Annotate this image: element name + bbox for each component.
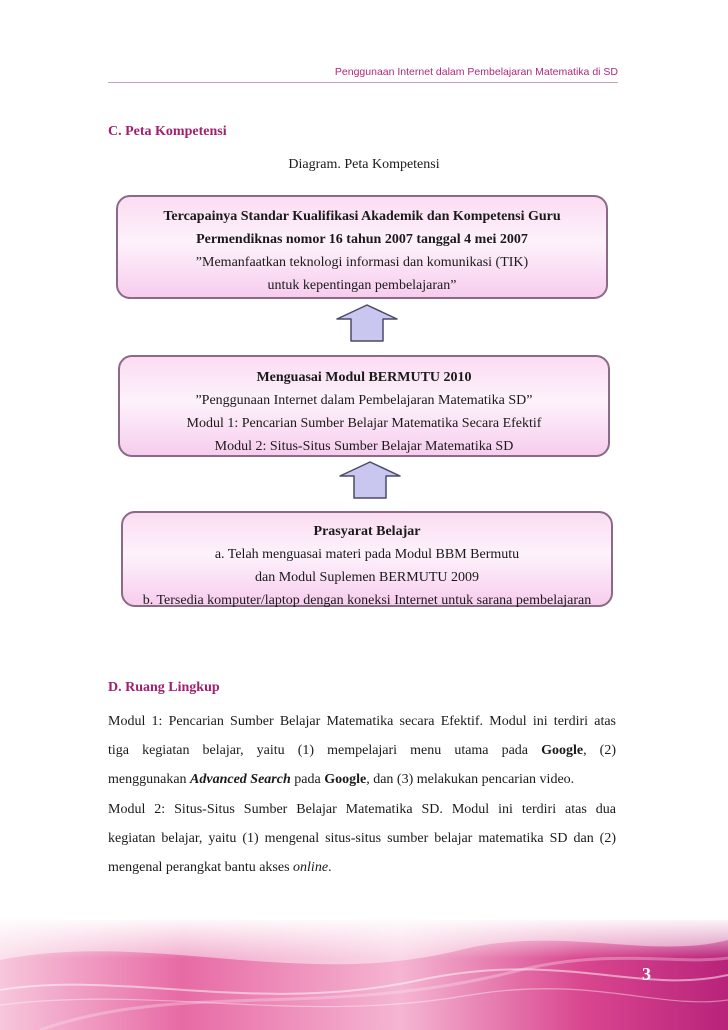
diagram-caption: Diagram. Peta Kompetensi [288,157,440,172]
page-number: 3 [642,964,651,984]
paragraph-line: tiga kegiatan belajar, yaitu (1) mempelajari menu utama pada Google, (2) [108,743,616,758]
paragraph-module-1 [108,707,616,794]
goal-line-2: Permendiknas nomor 16 tahun 2007 tanggal 4 mei 2007 [196,232,528,247]
prerequisite-title: Prasyarat Belajar [313,524,421,539]
paragraph-line: Modul 2: Situs-Situs Sumber Belajar Matematika SD. Modul ini terdiri atas dua [108,802,616,817]
module-mastery-box [118,355,610,457]
module-line-2: ”Penggunaan Internet dalam Pembelajaran Matematika SD” [195,393,533,408]
up-arrow-icon [335,303,399,343]
paragraph-line: kegiatan belajar, yaitu (1) mengenal situs-situs sumber belajar matematika SD dan (2) [108,831,616,846]
goal-line-1: Tercapainya Standar Kualifikasi Akademik dan Kompetensi Guru [163,209,561,224]
goal-line-4: untuk kepentingan pembelajaran” [267,278,457,293]
up-arrow-icon [338,460,402,500]
module-line-4: Modul 2: Situs-Situs Sumber Belajar Matematika SD [214,439,514,454]
footer-decoration [0,920,728,1030]
prerequisite-item-a-cont: dan Modul Suplemen BERMUTU 2009 [255,570,479,585]
google-emphasis: Google [541,743,584,758]
paragraph-line: mengenal perangkat bantu akses online. [108,860,332,875]
competency-goal-box [116,195,608,299]
paragraph-module-2 [108,795,616,882]
google-emphasis: Google [324,772,367,787]
paragraph-line: menggunakan Advanced Search pada Google, dan (3) melakukan pencarian video. [108,772,575,787]
running-header: Penggunaan Internet dalam Pembelajaran Matematika di SD [334,66,618,78]
section-heading-ruang-lingkup: D. Ruang Lingkup [108,680,220,695]
online-emphasis: online [293,860,329,875]
header-divider [108,82,618,83]
prerequisite-item-b: b. Tersedia komputer/laptop dengan koneksi Internet untuk sarana pembelajaran [142,593,592,608]
module-line-3: Modul 1: Pencarian Sumber Belajar Matematika Secara Efektif [186,416,542,431]
module-line-1: Menguasai Modul BERMUTU 2010 [256,370,472,385]
paragraph-line: Modul 1: Pencarian Sumber Belajar Matematika secara Efektif. Modul ini terdiri atas [108,714,616,729]
section-heading-peta-kompetensi: C. Peta Kompetensi [108,124,227,139]
goal-line-3: ”Memanfaatkan teknologi informasi dan komunikasi (TIK) [195,255,529,270]
prerequisite-box [121,511,613,607]
advanced-search-emphasis: Advanced Search [190,772,291,787]
prerequisite-item-a: a. Telah menguasai materi pada Modul BBM Bermutu [214,547,520,562]
